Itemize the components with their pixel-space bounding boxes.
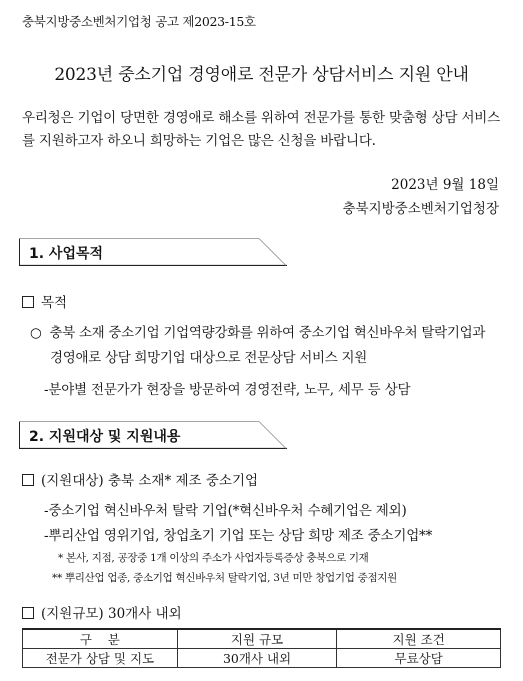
section-2-heading: [19, 421, 287, 449]
intro-paragraph: 우리청은 기업이 당면한 경영애로 해소를 위하여 전문가를 통한 맞춤형 상담 서비스를 지원하고자 하오니 희망하는 기업은 많은 신청을 바랍니다.: [22, 110, 500, 149]
purpose-dash-item: -분야별 전문가가 현장을 방문하여 경영전략, 노무, 세무 등 상담: [44, 382, 411, 398]
table-header-cell: 지원 조건: [337, 629, 501, 649]
issuer: 충북지방중소벤처기업청장: [342, 201, 499, 217]
table-header-row: [23, 629, 501, 649]
checkbox-square-icon: [22, 607, 34, 619]
section-1-heading: [19, 238, 287, 266]
table-row: [23, 649, 501, 668]
table-header-cell: 구 분: [23, 629, 178, 649]
table-cell: 무료상담: [337, 649, 501, 668]
support-table: [22, 628, 501, 668]
section-2-title: 2. 지원대상 및 지원내용: [29, 429, 181, 445]
table-cell: 전문가 상담 및 지도: [23, 649, 178, 668]
checkbox-square-icon: [22, 474, 34, 486]
scale-item: [22, 602, 182, 622]
circle-bullet-icon: ○: [30, 325, 42, 341]
purpose-bullet-text: 충북 소재 중소기업 기업역량강화를 위하여 중소기업 혁신바우처 탈락기업과: [49, 325, 486, 341]
target-dash-2: -뿌리산업 영위기업, 창업초기 기업 또는 상담 희망 제조 중소기업**: [44, 528, 433, 544]
footnote-1: * 본사, 지점, 공장중 1개 이상의 주소가 사업자등록증상 충북으로 기재: [58, 552, 369, 564]
page-title: 2023년 중소기업 경영애로 전문가 상담서비스 지원 안내: [54, 65, 469, 85]
section-1-title: 1. 사업목적: [29, 246, 104, 262]
scale-label: (지원규모) 30개사 내외: [41, 606, 182, 622]
checkbox-square-icon: [22, 296, 34, 308]
purpose-item: [22, 291, 67, 311]
announcement-date: 2023년 9월 18일: [391, 177, 499, 193]
target-item: [22, 469, 258, 489]
target-dash-1: -중소기업 혁신바우처 탈락 기업(*혁신바우처 수혜기업은 제외): [44, 503, 407, 519]
purpose-label: 목적: [41, 295, 68, 311]
table-header-cell: 지원 규모: [177, 629, 337, 649]
target-label: (지원대상) 충북 소재* 제조 중소기업: [41, 473, 259, 489]
footnote-2: ** 뿌리산업 업종, 중소기업 혁신바우처 탈락기업, 3년 미만 창업기업 중점지원: [52, 572, 397, 584]
notice-number: 충북지방중소벤처기업청 공고 제2023-15호: [22, 14, 256, 29]
purpose-bullet: [30, 321, 485, 341]
table-cell: 30개사 내외: [177, 649, 337, 668]
purpose-bullet-cont: 경영애로 상담 희망기업 대상으로 전문상담 서비스 지원: [50, 350, 367, 366]
